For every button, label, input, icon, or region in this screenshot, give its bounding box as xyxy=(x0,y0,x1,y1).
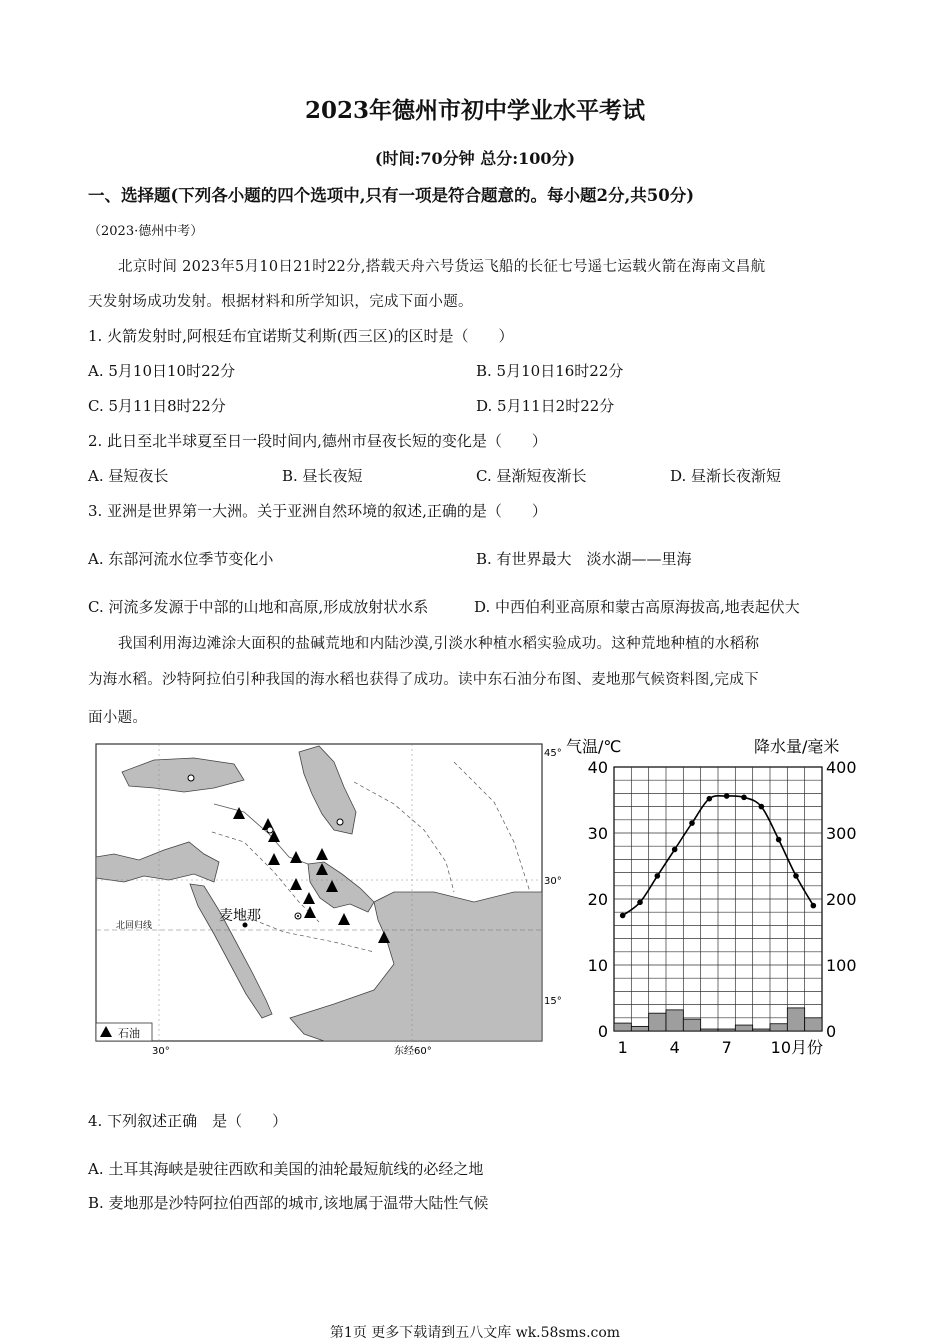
temp-point xyxy=(672,847,678,853)
precip-tick-label: 200 xyxy=(826,890,857,909)
exam-info: (时间:70分钟 总分:100分) xyxy=(374,149,576,168)
lat-15-label: 15° xyxy=(544,996,562,1007)
q1-option-c: C. 5月11日8时22分 xyxy=(88,397,226,415)
precip-bar xyxy=(770,1024,787,1031)
lat-45-label: 45° xyxy=(544,748,562,759)
temp-tick-label: 10 xyxy=(587,956,608,975)
material2-line1: 我国利用海边滩涂大面积的盐碱荒地和内陆沙漠,引淡水种植水稻实验成功。这种荒地种植的水稻称 xyxy=(118,636,760,652)
material2-line2: 为海水稻。沙特阿拉伯引种我国的海水稻也获得了成功。读中东石油分布图、麦地那气候资料图,完成下 xyxy=(88,672,759,688)
q2-option-a: A. 昼短夜长 xyxy=(88,467,169,485)
precip-bar xyxy=(701,1029,718,1031)
precip-tick-label: 0 xyxy=(826,1022,837,1041)
source-tag: （2023·德州中考） xyxy=(88,224,204,239)
temp-point xyxy=(637,900,643,906)
page-footer: 第1页 更多下载请到五八文库 wk.58sms.com xyxy=(329,1325,621,1341)
q3-option-c: C. 河流多发源于中部的山地和高原,形成放射状水系 xyxy=(88,598,429,616)
temp-point xyxy=(724,793,730,799)
precip-bar xyxy=(787,1008,804,1031)
precip-bar xyxy=(735,1025,752,1031)
q3-option-d: D. 中西伯利亚高原和蒙古高原海拔高,地表起伏大 xyxy=(474,598,800,616)
precip-bar xyxy=(666,1010,683,1031)
precip-bar xyxy=(805,1018,822,1031)
lat-30-label: 30° xyxy=(544,876,562,887)
temp-axis-title: 气温/℃ xyxy=(566,737,622,756)
precip-bar xyxy=(683,1019,700,1031)
legend-label: 石油 xyxy=(118,1027,140,1040)
section-heading: 一、选择题(下列各小题的四个选项中,只有一项是符合题意的。每小题2分,共50分) xyxy=(88,186,695,205)
q3-stem: 3. 亚洲是世界第一大洲。关于亚洲自然环境的叙述,正确的是（ ） xyxy=(88,502,547,520)
chart-grid xyxy=(614,767,822,1031)
temp-tick-label: 0 xyxy=(597,1022,608,1041)
q2-option-b: B. 昼长夜短 xyxy=(282,467,363,485)
q1-stem: 1. 火箭发射时,阿根廷布宜诺斯艾利斯(西三区)的区时是（ ） xyxy=(88,327,514,345)
q4-option-b: B. 麦地那是沙特阿拉伯西部的城市,该地属于温带大陆性气候 xyxy=(88,1194,489,1212)
precip-bar xyxy=(753,1029,770,1031)
q1-option-b: B. 5月10日16时22分 xyxy=(476,362,624,380)
lon-30-label: 30° xyxy=(152,1046,170,1057)
precip-tick-label: 100 xyxy=(826,956,857,975)
temp-point xyxy=(776,837,782,843)
q3-option-b: B. 有世界最大 淡水湖——里海 xyxy=(476,550,692,568)
q1-option-a: A. 5月10日10时22分 xyxy=(88,362,236,380)
temp-point xyxy=(655,873,661,879)
precip-bar xyxy=(631,1026,648,1031)
q1-option-d: D. 5月11日2时22分 xyxy=(476,397,615,415)
precip-bar xyxy=(614,1023,631,1031)
precip-axis-title: 降水量/毫米 xyxy=(754,737,840,756)
lon-60-label: 东经60° xyxy=(394,1046,432,1057)
climate-chart xyxy=(566,734,870,1064)
temp-tick-label: 20 xyxy=(587,890,608,909)
q3-option-a: A. 东部河流水位季节变化小 xyxy=(88,550,274,568)
temp-tick-label: 40 xyxy=(587,758,608,777)
q2-option-c: C. 昼渐短夜渐长 xyxy=(476,467,587,485)
precip-tick-label: 400 xyxy=(826,758,857,777)
temp-tick-label: 30 xyxy=(587,824,608,843)
temp-point xyxy=(811,903,817,909)
material1-line1: 北京时间 2023年5月10日21时22分,搭载天舟六号货运飞船的长征七号遥七运载火箭在海南文昌航 xyxy=(118,259,766,275)
page-title: 2023年德州市初中学业水平考试 xyxy=(304,97,645,124)
month-tick-label: 7 xyxy=(721,1038,732,1057)
temp-point xyxy=(620,913,626,919)
month-tick-label: 1 xyxy=(617,1038,628,1057)
precip-tick-label: 300 xyxy=(826,824,857,843)
middle-east-oil-map xyxy=(94,742,564,1060)
q2-option-d: D. 昼渐长夜渐短 xyxy=(670,467,782,485)
temp-point xyxy=(741,795,747,801)
q2-stem: 2. 此日至北半球夏至日一段时间内,德州市昼夜长短的变化是（ ） xyxy=(88,432,547,450)
q4-option-a: A. 土耳其海峡是驶往西欧和美国的油轮最短航线的必经之地 xyxy=(88,1160,484,1178)
temp-point xyxy=(759,804,765,810)
temp-point xyxy=(793,873,799,879)
month-tick-label: 10月份 xyxy=(770,1038,824,1057)
temp-point xyxy=(689,820,695,826)
material1-line2: 天发射场成功发射。根据材料和所学知识，完成下面小题。 xyxy=(88,294,473,310)
month-tick-label: 4 xyxy=(669,1038,680,1057)
tropic-label: 北回归线 xyxy=(116,921,153,931)
temp-point xyxy=(707,796,713,802)
q4-stem: 4. 下列叙述正确 是（ ） xyxy=(88,1112,288,1130)
material2-line3: 面小题。 xyxy=(88,710,148,726)
precip-bar xyxy=(649,1013,666,1031)
precip-bar xyxy=(718,1029,735,1031)
city-label: 麦地那 xyxy=(219,908,261,924)
